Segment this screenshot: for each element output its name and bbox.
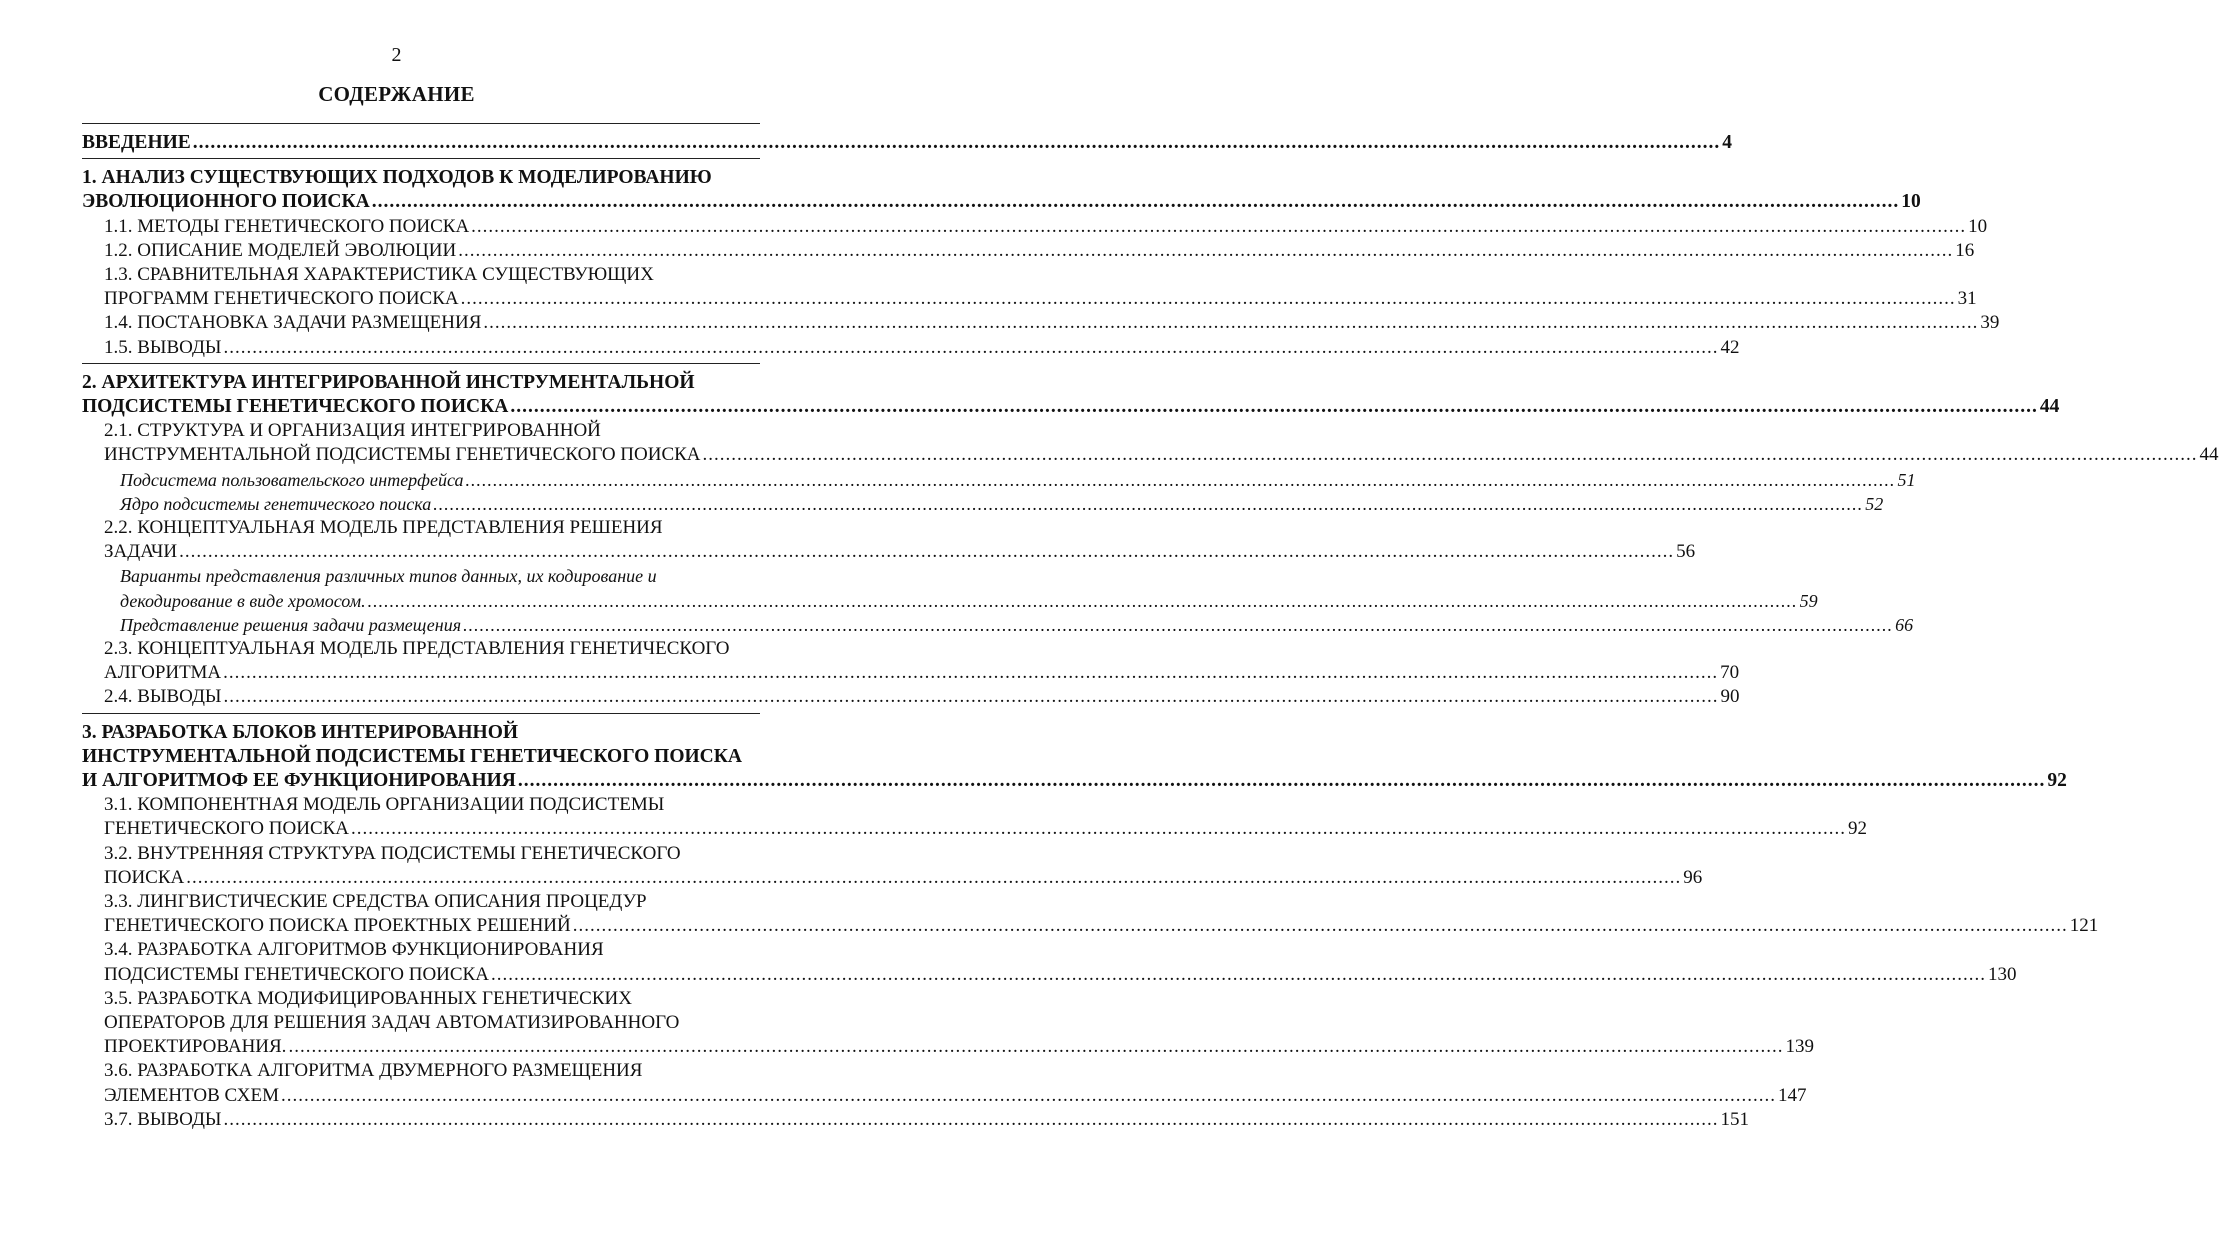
toc-entry-line: [120, 468, 1916, 492]
dot-leader: ....................................................................................................................................................................................................................................................................: [463, 614, 1894, 635]
toc-entry-line: [104, 516, 760, 540]
toc-entry-title: ЗАДАЧИ: [104, 541, 178, 563]
toc-entry-line: [82, 395, 2060, 419]
toc-entry-title: Варианты представления различных типов данных, их кодирование и: [120, 566, 657, 587]
toc-entry-title: 3.7. ВЫВОДЫ: [104, 1108, 222, 1130]
section-divider: [82, 363, 760, 364]
toc-page-number: 4: [1722, 132, 1733, 153]
toc-entry-title: 3. РАЗРАБОТКА БЛОКОВ ИНТЕРИРОВАННОЙ: [82, 721, 519, 743]
toc-entry-title: ЭЛЕМЕНТОВ СХЕМ: [104, 1084, 279, 1106]
toc-page-number: 66: [1895, 614, 1914, 635]
toc-entry-title: 3.6. РАЗРАБОТКА АЛГОРИТМА ДВУМЕРНОГО РАЗМЕЩЕНИЯ: [104, 1060, 643, 1082]
toc-entry-line: [120, 492, 1884, 516]
dot-leader: ....................................................................................................................................................................................................................................................................: [433, 493, 1864, 514]
toc-entry-title: ВВЕДЕНИЕ: [82, 132, 191, 153]
toc-entry-title: 2.4. ВЫВОДЫ: [104, 686, 222, 708]
toc-entry-title: АЛГОРИТМА: [104, 662, 222, 684]
dot-leader: ....................................................................................................................................................................................................................................................................: [490, 963, 1986, 985]
toc-entry-title: ОПЕРАТОРОВ ДЛЯ РЕШЕНИЯ ЗАДАЧ АВТОМАТИЗИРОВАННОГО: [104, 1012, 680, 1033]
toc-entry-title: Подсистема пользовательского интерфейса: [120, 469, 464, 490]
toc-entry-line: [104, 963, 2017, 987]
dot-leader: ....................................................................................................................................................................................................................................................................: [465, 469, 1896, 490]
toc-entry-line: [104, 890, 760, 914]
toc-entry-line: [82, 371, 760, 395]
toc-page-number: 16: [1955, 239, 1975, 261]
toc-entry-line: [104, 419, 760, 443]
toc-page-number: 10: [1968, 215, 1988, 237]
toc-entry-line: [104, 987, 760, 1011]
dot-leader: ....................................................................................................................................................................................................................................................................: [280, 1084, 1776, 1106]
toc-entry-title: И АЛГОРИТМОФ ЕЕ ФУНКЦИОНИРОВАНИЯ: [82, 770, 516, 791]
toc-page-number: 90: [1720, 686, 1740, 708]
toc-entry-line: [104, 637, 760, 661]
toc-entry-line: [104, 215, 1988, 239]
dot-leader: ....................................................................................................................................................................................................................................................................: [471, 215, 1967, 237]
toc-entry-title: ПРОГРАММ ГЕНЕТИЧЕСКОГО ПОИСКА: [104, 288, 459, 310]
toc-entry-line: [104, 239, 1975, 263]
toc-page-number: 10: [1901, 191, 1921, 213]
toc-entry-line: [104, 817, 1868, 841]
toc-entry-line: [120, 613, 1914, 637]
toc-entry-line: [82, 745, 760, 769]
dot-leader: ....................................................................................................................................................................................................................................................................: [223, 336, 1719, 358]
toc-entry-line: [104, 540, 1696, 564]
dot-leader: ....................................................................................................................................................................................................................................................................: [186, 866, 1682, 888]
toc-page-number: 59: [1799, 590, 1818, 611]
dot-leader: ....................................................................................................................................................................................................................................................................: [510, 396, 2038, 417]
toc-page-number: 147: [1777, 1084, 1807, 1106]
toc-entry-line: [104, 336, 1740, 360]
dot-leader: ....................................................................................................................................................................................................................................................................: [483, 312, 1979, 334]
page-number: 2: [391, 44, 402, 66]
dot-leader: ....................................................................................................................................................................................................................................................................: [179, 541, 1675, 563]
toc-entry-title: 3.2. ВНУТРЕННЯЯ СТРУКТУРА ПОДСИСТЕМЫ ГЕНЕТИЧЕСКОГО: [104, 842, 681, 864]
toc-entry-title: ЭВОЛЮЦИОННОГО ПОИСКА: [82, 191, 370, 213]
toc-page-number: 44: [2039, 396, 2060, 417]
toc-entry-title: 3.1. КОМПОНЕНТНАЯ МОДЕЛЬ ОРГАНИЗАЦИИ ПОДСИСТЕМЫ: [104, 794, 665, 816]
toc-entry-title: ИНСТРУМЕНТАЛЬНОЙ ПОДСИСТЕМЫ ГЕНЕТИЧЕСКОГО ПОИСКА: [82, 745, 742, 767]
toc-entry-line: [104, 1059, 760, 1083]
dot-leader: ....................................................................................................................................................................................................................................................................: [223, 662, 1719, 684]
toc-entry-line: [104, 938, 760, 962]
dot-leader: ....................................................................................................................................................................................................................................................................: [371, 191, 1900, 213]
toc-page-number: 39: [1980, 312, 2000, 334]
toc-page-number: 51: [1897, 469, 1916, 490]
toc-page-number: 31: [1957, 288, 1977, 310]
toc-entry-line: [104, 685, 1740, 709]
toc-entry-line: [82, 721, 760, 745]
toc-entry-line: [82, 769, 2067, 793]
toc-entry-line: [120, 589, 1818, 613]
toc-entry-title: Ядро подсистемы генетического поиска: [120, 493, 432, 514]
section-divider: [82, 123, 760, 124]
toc-entry-title: 1.1. МЕТОДЫ ГЕНЕТИЧЕСКОГО ПОИСКА: [104, 215, 470, 237]
toc-entry-title: 3.3. ЛИНГВИСТИЧЕСКИЕ СРЕДСТВА ОПИСАНИЯ ПРОЦЕДУР: [104, 891, 647, 912]
toc-entry-line: [104, 443, 2219, 467]
toc-entry-title: ГЕНЕТИЧЕСКОГО ПОИСКА ПРОЕКТНЫХ РЕШЕНИЙ: [104, 915, 571, 937]
dot-leader: ....................................................................................................................................................................................................................................................................: [288, 1036, 1784, 1058]
toc-entry-line: [82, 166, 760, 190]
toc-entry-title: ГЕНЕТИЧЕСКОГО ПОИСКА: [104, 818, 350, 840]
toc-entry-title: ПОДСИСТЕМЫ ГЕНЕТИЧЕСКОГО ПОИСКА: [104, 963, 489, 985]
toc-entry-line: [104, 661, 1740, 685]
toc-page-number: 44: [2199, 444, 2219, 466]
dot-leader: ....................................................................................................................................................................................................................................................................: [458, 239, 1954, 261]
toc-page-number: 70: [1720, 662, 1740, 684]
toc-entry-title: 1.4. ПОСТАНОВКА ЗАДАЧИ РАЗМЕЩЕНИЯ: [104, 312, 482, 334]
dot-leader: ....................................................................................................................................................................................................................................................................: [223, 1108, 1719, 1130]
toc-entry-line: [104, 287, 1977, 311]
section-divider: [82, 713, 760, 714]
toc-entry-line: [104, 1084, 1807, 1108]
toc-entry-title: декодирование в виде хромосом.: [120, 590, 366, 611]
dot-leader: ....................................................................................................................................................................................................................................................................: [192, 132, 1721, 153]
toc-entry-line: [104, 1035, 1814, 1059]
toc-entry-title: Представление решения задачи размещения: [120, 614, 462, 635]
toc-entry-title: ПРОЕКТИРОВАНИЯ.: [104, 1036, 287, 1058]
toc-entry-line: [104, 866, 1703, 890]
toc-entry-title: ПОИСКА: [104, 866, 185, 888]
toc-entry-line: [120, 564, 760, 588]
toc-entry-title: 1. АНАЛИЗ СУЩЕСТВУЮЩИХ ПОДХОДОВ К МОДЕЛИРОВАНИЮ: [82, 167, 712, 189]
toc-entry-title: 2.2. КОНЦЕПТУАЛЬНАЯ МОДЕЛЬ ПРЕДСТАВЛЕНИЯ РЕШЕНИЯ: [104, 517, 663, 538]
toc-entry-title: 1.3. СРАВНИТЕЛЬНАЯ ХАРАКТЕРИСТИКА СУЩЕСТВУЮЩИХ: [104, 264, 654, 285]
toc-page-number: 151: [1720, 1108, 1749, 1130]
toc-entry-title: 3.5. РАЗРАБОТКА МОДИФИЦИРОВАННЫХ ГЕНЕТИЧЕСКИХ: [104, 987, 632, 1009]
toc-entry-line: [104, 1011, 760, 1035]
dot-leader: ....................................................................................................................................................................................................................................................................: [460, 288, 1956, 310]
dot-leader: ....................................................................................................................................................................................................................................................................: [517, 770, 2046, 791]
toc-entry-title: 1.2. ОПИСАНИЕ МОДЕЛЕЙ ЭВОЛЮЦИИ: [104, 239, 457, 261]
toc-page-number: 121: [2069, 915, 2099, 937]
toc-entry-title: 2. АРХИТЕКТУРА ИНТЕГРИРОВАННОЙ ИНСТРУМЕНТАЛЬНОЙ: [82, 371, 695, 393]
toc-entry-line: [82, 190, 1921, 214]
toc-entry-title: 2.1. СТРУКТУРА И ОРГАНИЗАЦИЯ ИНТЕГРИРОВАННОЙ: [104, 420, 601, 442]
toc-entry-line: [104, 914, 2099, 938]
toc-entry-line: [104, 842, 760, 866]
toc-entry-title: ПОДСИСТЕМЫ ГЕНЕТИЧЕСКОГО ПОИСКА: [82, 396, 509, 417]
toc-entry-line: [104, 311, 2000, 335]
toc-page-number: 56: [1676, 541, 1696, 563]
toc-page-number: 130: [1987, 963, 2017, 985]
toc-page-number: 92: [1848, 818, 1868, 840]
toc-entry-title: ИНСТРУМЕНТАЛЬНОЙ ПОДСИСТЕМЫ ГЕНЕТИЧЕСКОГО ПОИСКА: [104, 444, 701, 466]
section-divider: [82, 158, 760, 159]
dot-leader: ....................................................................................................................................................................................................................................................................: [367, 590, 1798, 611]
toc-page-number: 96: [1683, 866, 1703, 888]
dot-leader: ....................................................................................................................................................................................................................................................................: [572, 915, 2068, 937]
dot-leader: ....................................................................................................................................................................................................................................................................: [702, 444, 2198, 466]
dot-leader: ....................................................................................................................................................................................................................................................................: [351, 818, 1847, 840]
toc-page-number: 52: [1865, 493, 1884, 514]
toc-entry-title: 2.3. КОНЦЕПТУАЛЬНАЯ МОДЕЛЬ ПРЕДСТАВЛЕНИЯ ГЕНЕТИЧЕСКОГО: [104, 638, 730, 659]
toc-entry-line: [104, 793, 760, 817]
toc-entry-line: [82, 131, 1733, 155]
toc-page-number: 92: [2047, 770, 2067, 791]
toc-page-number: 139: [1785, 1036, 1814, 1058]
toc-page-number: 42: [1720, 336, 1740, 358]
toc-entry-line: [104, 1108, 1749, 1132]
toc-entry-line: [104, 263, 760, 287]
toc-entry-title: 3.4. РАЗРАБОТКА АЛГОРИТМОВ ФУНКЦИОНИРОВАНИЯ: [104, 939, 604, 961]
dot-leader: ....................................................................................................................................................................................................................................................................: [223, 686, 1719, 708]
toc-entry-title: 1.5. ВЫВОДЫ: [104, 336, 222, 358]
toc-title: СОДЕРЖАНИЕ: [318, 82, 475, 106]
